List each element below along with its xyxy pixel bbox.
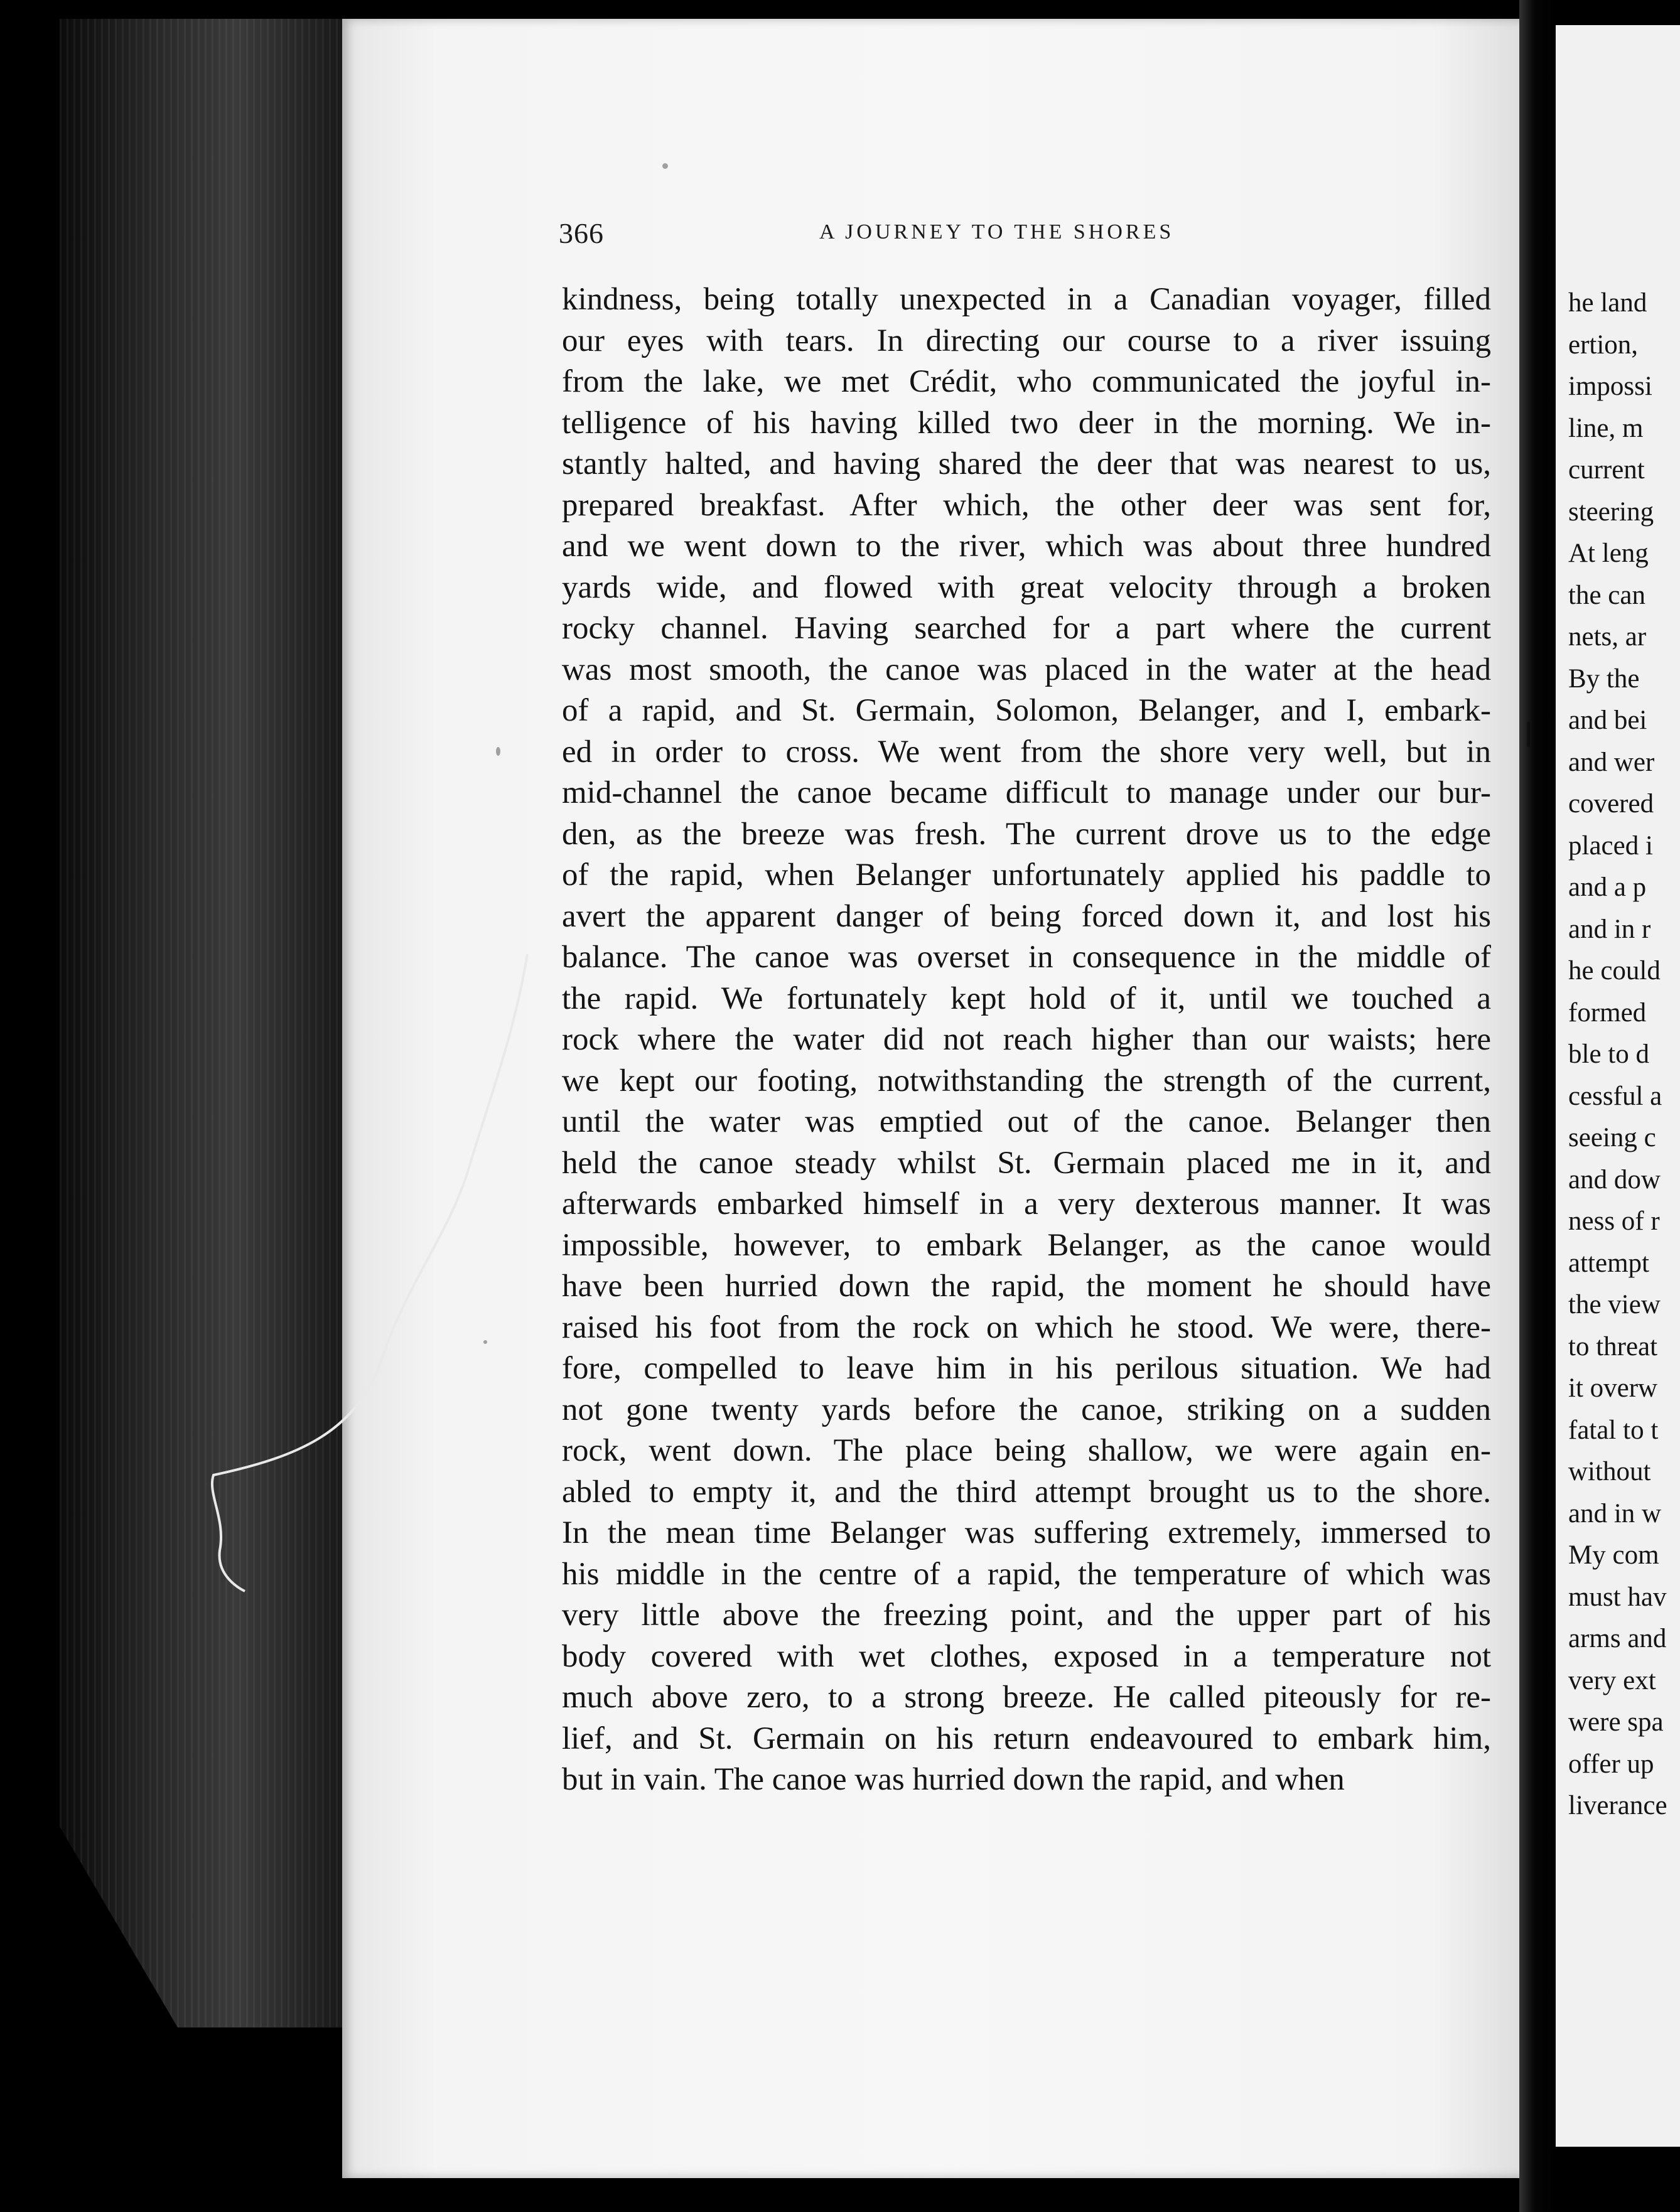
text-line: of the rapid, when Belanger unfortunately applied his paddle to [562,857,1491,893]
paper-speck [1527,722,1530,747]
right-page-line: fatal to t [1568,1415,1659,1445]
right-page-line: must hav [1568,1582,1667,1612]
right-page-line: the can [1568,580,1645,610]
right-page-line: arms and [1568,1624,1667,1653]
right-page-line: ble to d [1568,1039,1649,1069]
right-page-line: and a p [1568,872,1647,902]
text-line: his middle in the centre of a rapid, the temperature of which was [562,1556,1491,1592]
text-line: of a rapid, and St. Germain, Solomon, Belanger, and I, embark- [562,693,1491,728]
text-line: afterwards embarked himself in a very dexterous manner. It was [562,1186,1491,1221]
right-page-line: and bei [1568,706,1647,735]
loose-thread-mark [201,954,552,1594]
right-page-line: attempt [1568,1248,1649,1278]
body-text [562,279,1491,1801]
text-line: abled to empty it, and the third attempt brought us to the shore. [562,1474,1491,1510]
text-line: and we went down to the river, which was about three hundred [562,529,1491,564]
page-gutter [1519,0,1557,2212]
text-line: avert the apparent danger of being forced down it, and lost his [562,898,1491,934]
right-page-line: very ext [1568,1665,1656,1695]
text-line: very little above the freezing point, and the upper part of his [562,1597,1491,1633]
right-page-line: and in w [1568,1498,1662,1528]
right-page-line: By the [1568,663,1640,694]
right-page-line: current [1568,455,1645,485]
page-number: 366 [559,217,604,249]
right-page-line: he could [1568,956,1661,985]
text-line: from the lake, we met Crédit, who communicated the joyful in- [562,364,1491,399]
text-line: yards wide, and flowed with great velocity through a broken [562,569,1491,605]
right-page-line: placed i [1568,830,1653,861]
text-line: not gone twenty yards before the canoe, striking on a sudden [562,1392,1491,1427]
text-line: In the mean time Belanger was suffering extremely, immersed to [562,1515,1491,1550]
text-line: held the canoe steady whilst St. Germain placed me in it, and [562,1145,1491,1181]
text-line: prepared breakfast. After which, the other deer was sent for, [562,487,1491,523]
right-page-line: he land [1568,288,1647,318]
text-line: our eyes with tears. In directing our course to a river issuing [562,323,1491,358]
paper-speck [662,163,668,169]
right-page-line: and wer [1568,747,1655,777]
right-page-line: to threat [1568,1331,1658,1361]
text-line: telligence of his having killed two deer in the morning. We in- [562,405,1491,441]
text-line: until the water was emptied out of the canoe. Belanger then [562,1104,1491,1139]
right-page-line: line, m [1568,413,1644,443]
right-page-line: ness of r [1568,1206,1660,1236]
right-page-line: nets, ar [1568,622,1647,652]
right-page-line: and dow [1568,1164,1661,1195]
text-line: balance. The canoe was overset in consequence in the middle of [562,940,1491,975]
right-page-line: the view [1568,1290,1661,1319]
right-page-line: liverance [1568,1791,1667,1820]
text-line: we kept our footing, notwithstanding the strength of the current, [562,1063,1491,1098]
running-head: A JOURNEY TO THE SHORES [819,220,1175,244]
right-page-line: and in r [1568,914,1651,944]
text-line: mid-channel the canoe became difficult to manage under our bur- [562,775,1491,810]
text-line: den, as the breeze was fresh. The current drove us to the edge [562,816,1491,852]
text-line: much above zero, to a strong breeze. He called piteously for re- [562,1680,1491,1715]
paper-speck [496,747,500,756]
text-line: rock, went down. The place being shallow, we were again en- [562,1433,1491,1468]
right-page-line: were spa [1568,1707,1664,1737]
right-page-line: steering [1568,497,1654,527]
text-line: was most smooth, the canoe was placed in the water at the head [562,652,1491,687]
right-page-line: formed [1568,997,1647,1028]
text-line: rock where the water did not reach higher than our waists; here [562,1022,1491,1057]
right-page-line: it overw [1568,1373,1658,1403]
right-page-line: ertion, [1568,330,1639,360]
text-line: raised his foot from the rock on which he stood. We were, there- [562,1309,1491,1345]
text-line: ed in order to cross. We went from the shore very well, but in [562,734,1491,770]
right-page-line: My com [1568,1540,1659,1570]
text-line: lief, and St. Germain on his return endeavoured to embark him, [562,1721,1491,1756]
right-page-line: without [1568,1457,1651,1486]
right-page-line: impossi [1568,372,1652,401]
text-line: but in vain. The canoe was hurried down the rapid, and when [562,1762,1345,1797]
text-line: kindness, being totally unexpected in a Canadian voyager, filled [562,282,1491,317]
text-line: the rapid. We fortunately kept hold of it, until we touched a [562,980,1491,1016]
right-page-line: offer up [1568,1749,1654,1779]
paper-speck [483,1340,487,1344]
right-page-line: At leng [1568,539,1649,568]
text-line: stantly halted, and having shared the deer that was nearest to us, [562,446,1491,481]
page-header [559,217,1249,254]
text-line: have been hurried down the rapid, the moment he should have [562,1269,1491,1304]
right-page-line: covered [1568,789,1654,819]
right-page-line: seeing c [1568,1123,1656,1152]
text-line: body covered with wet clothes, exposed in a temperature not [562,1638,1491,1674]
text-line: rocky channel. Having searched for a part where the current [562,611,1491,646]
right-page-line: cessful a [1568,1081,1662,1111]
right-page-fragment [1556,25,1680,2147]
right-page-text [1568,282,1680,1827]
text-line: fore, compelled to leave him in his perilous situation. We had [562,1351,1491,1386]
text-line: impossible, however, to embark Belanger, as the canoe would [562,1227,1491,1263]
